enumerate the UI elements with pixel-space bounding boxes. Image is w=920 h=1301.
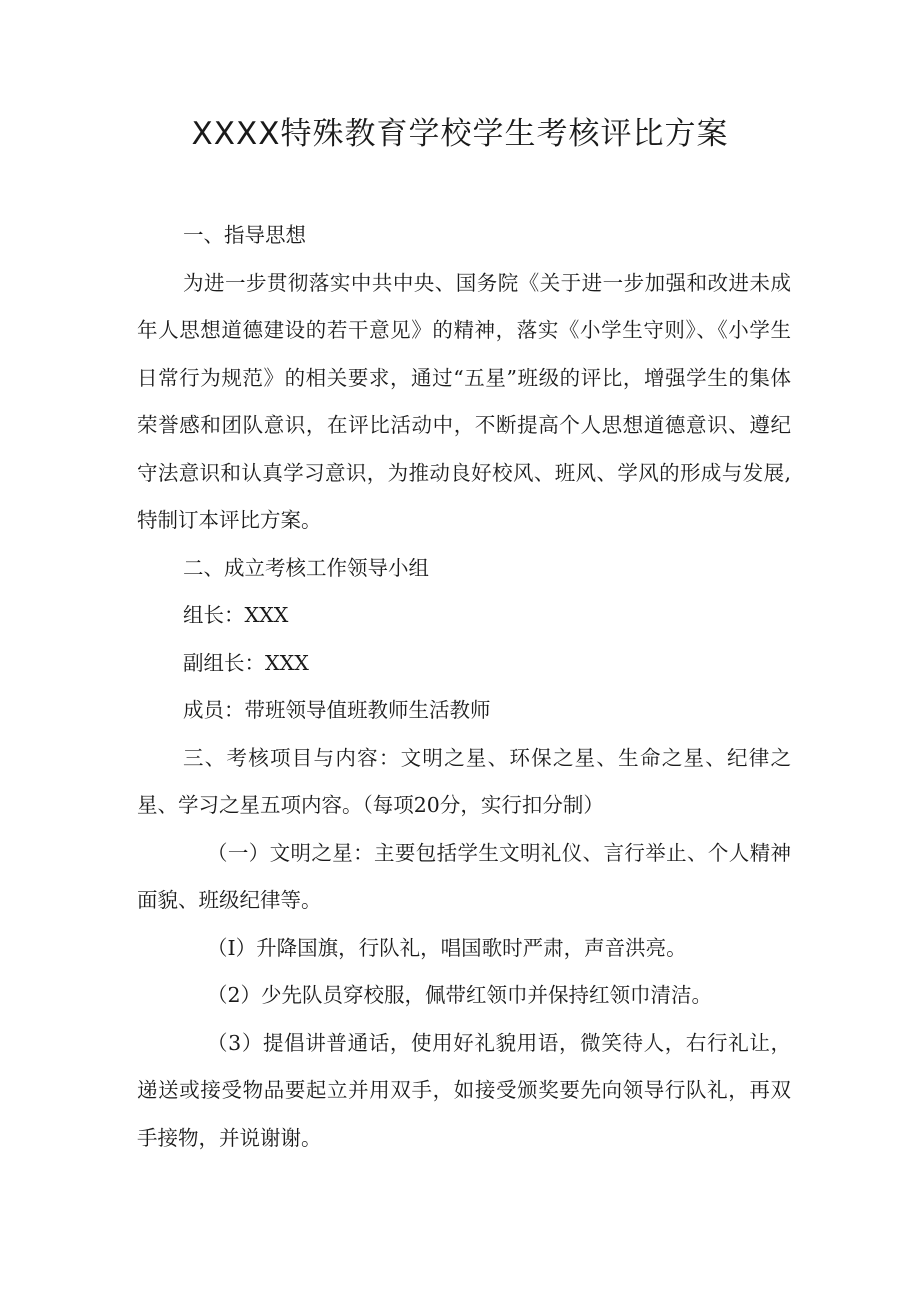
document-title: XXXX特殊教育学校学生考核评比方案 <box>191 116 729 152</box>
paragraph-guiding-ideology: 为进一步贯彻落实中共中央、国务院《关于进一步加强和改进未成年人思想道德建设的若干意见》的精神，落实《小学生守则》、《小学生日常行为规范》的相关要求，通过“五星”班级的评比，增强学生的集体荣誉感和团队意识，在评比活动中，不断提高个人思想道德意识、遵纪守法意识和认真学习意识，为推动良好校风、班风、学风的形成与发展,特制订本评比方案。 <box>137 270 791 532</box>
document-body <box>137 212 791 1162</box>
list-item-3: （3）提倡讲普通话，使用好礼貌用语，微笑待人，右行礼让，递送或接受物品要起立并用双手，如接受颁奖要先向领导行队礼，再双手接物，并说谢谢。 <box>137 1030 791 1150</box>
section-heading-guiding-ideology: 一、指导思想 <box>183 223 306 247</box>
section-heading-assessment-items: 三、考核项目与内容：文明之星、环保之星、生命之星、纪律之星、学习之星五项内容。（每项20分，实行扣分制） <box>137 745 791 817</box>
list-item-2: （2）少先队员穿校服，佩带红领巾并保持红领巾清洁。 <box>207 983 713 1007</box>
list-item-1: （I）升降国旗，行队礼，唱国歌时严肃，声音洪亮。 <box>207 935 687 960</box>
members-line: 成员：带班领导值班教师生活教师 <box>183 698 491 722</box>
paragraph-civility-star: （一）文明之星：主要包括学生文明礼仪、言行举止、个人精神面貌、班级纪律等。 <box>137 840 791 912</box>
deputy-leader-line: 副组长：XXX <box>183 650 309 675</box>
group-leader-line: 组长：XXX <box>183 603 289 627</box>
section-heading-leadership-group: 二、成立考核工作领导小组 <box>183 555 429 580</box>
